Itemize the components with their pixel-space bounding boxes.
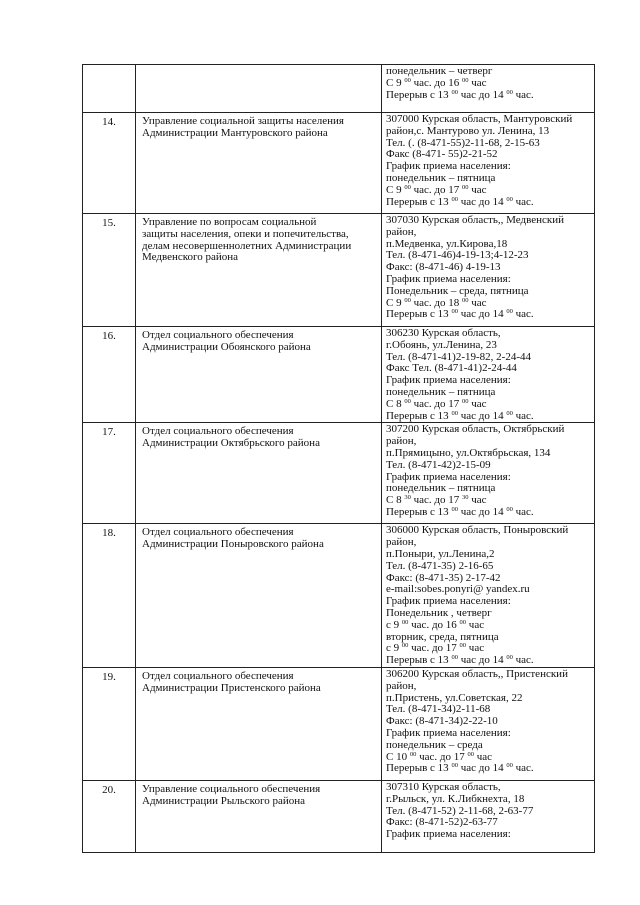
contact-text: Тел. (8-471-34)2-11-68 — [386, 703, 491, 716]
contact-text: час — [474, 750, 493, 763]
row-number: 18. — [83, 524, 136, 668]
contact-info-line — [386, 215, 592, 227]
time-minutes-superscript: 00 — [462, 183, 469, 191]
contact-text: час. до 16 — [410, 76, 462, 89]
contact-text: Понедельник – среда, пятница — [386, 284, 529, 297]
contact-info-cell — [382, 524, 595, 668]
contact-text: г.Обоянь, ул.Ленина, 23 — [386, 338, 497, 351]
contact-info-line — [386, 669, 592, 681]
contact-text: Перерыв с 13 — [386, 195, 452, 208]
institution-name-line: Администрации Обоянского района — [142, 340, 311, 353]
contact-info-line — [386, 411, 592, 423]
contact-text: район, — [386, 536, 417, 549]
time-minutes-superscript: 00 — [451, 654, 458, 662]
contact-text: График приема населения: — [386, 160, 511, 173]
contact-text: Факс: (8-471-34)2-22-10 — [386, 715, 498, 728]
contact-info-cell — [382, 65, 595, 113]
contact-text: час — [466, 642, 485, 655]
contact-text: район, — [386, 435, 417, 448]
contact-text: час. — [512, 505, 534, 518]
contact-info-line — [386, 525, 592, 537]
contact-text: час — [468, 494, 487, 507]
institution-name-cell — [136, 780, 382, 852]
table-row — [83, 327, 595, 423]
contact-text: Перерыв с 13 — [386, 409, 452, 422]
contact-text: п.Поныри, ул.Ленина,2 — [386, 547, 495, 560]
contact-text: Перерыв с 13 — [386, 654, 452, 667]
contact-text: час. до 16 — [408, 618, 460, 631]
contact-text: час. — [512, 654, 534, 667]
offices-table-body — [83, 65, 595, 853]
institution-name-cell — [136, 113, 382, 214]
row-number: 15. — [83, 214, 136, 327]
contact-info-cell — [382, 780, 595, 852]
contact-text: час. до 17 — [416, 750, 468, 763]
institution-name-cell — [136, 667, 382, 780]
contact-text: 306230 Курская область, — [386, 327, 501, 339]
row-number — [83, 65, 136, 113]
institution-name-cell — [136, 65, 382, 113]
contact-text: понедельник – четверг — [386, 65, 493, 77]
contact-info-line — [386, 197, 592, 209]
contact-info-line — [386, 90, 592, 102]
contact-text: График приема населения: — [386, 470, 511, 483]
time-minutes-superscript: 00 — [506, 409, 513, 417]
contact-text: Факс Тел. (8-471-41)2-24-44 — [386, 362, 517, 375]
contact-text: 307200 Курская область, Октябрьский — [386, 423, 565, 436]
table-row — [83, 423, 595, 524]
contact-text: Факс: (8-471-35) 2-17-42 — [386, 571, 501, 584]
institution-name-cell — [136, 524, 382, 668]
contact-text: График приема населения: — [386, 595, 511, 608]
contact-text: 306200 Курская область,, Пристенский — [386, 667, 568, 680]
institution-name-cell — [136, 327, 382, 423]
contact-text: Тел. (8-471-41)2-19-82, 2-24-44 — [386, 350, 531, 363]
contact-text: Тел. (8-471-35) 2-16-65 — [386, 559, 494, 572]
time-minutes-superscript: 30 — [404, 494, 411, 502]
contact-info-line — [386, 424, 592, 436]
contact-text: понедельник – пятница — [386, 171, 496, 184]
contact-text: Понедельник , четверг — [386, 606, 492, 619]
contact-text: час до 14 — [457, 762, 507, 775]
contact-info-line — [386, 763, 592, 775]
time-minutes-superscript: 30 — [462, 494, 469, 502]
time-minutes-superscript: 00 — [506, 654, 513, 662]
contact-text: С 8 — [386, 397, 405, 410]
contact-text: час. — [512, 88, 534, 101]
time-minutes-superscript: 00 — [506, 308, 513, 316]
contact-text: График приема населения: — [386, 272, 511, 285]
contact-text: С 9 — [386, 296, 405, 309]
contact-info-cell — [382, 423, 595, 524]
time-minutes-superscript: 00 — [401, 642, 409, 650]
contact-text: час. — [512, 195, 534, 208]
table-row — [83, 113, 595, 214]
contact-text: Перерыв с 13 — [386, 308, 452, 321]
contact-text: Перерыв с 13 — [386, 762, 452, 775]
contact-text: Перерыв с 13 — [386, 88, 452, 101]
contact-text: п.Прямицыно, ул.Октябрьская, 134 — [386, 446, 551, 459]
contact-text: С 8 — [386, 494, 405, 507]
time-minutes-superscript: 00 — [506, 88, 513, 96]
time-minutes-superscript: 00 — [404, 76, 411, 84]
contact-text: с 9 — [386, 642, 402, 655]
time-minutes-superscript: 00 — [459, 642, 467, 650]
time-minutes-superscript: 00 — [462, 296, 469, 304]
contact-text: С 10 — [386, 750, 410, 763]
contact-text: район, — [386, 225, 417, 238]
contact-text: район,с. Мантурово ул. Ленина, 13 — [386, 124, 550, 137]
contact-text: График приема населения: — [386, 726, 511, 739]
institution-name-line: Администрации Рыльского района — [142, 794, 305, 807]
institution-name-line: Администрации Поныровского района — [142, 538, 324, 551]
contact-text: час — [468, 296, 487, 309]
time-minutes-superscript: 00 — [401, 618, 409, 626]
contact-text: час до 14 — [457, 88, 507, 101]
contact-text: с 9 — [386, 618, 402, 631]
institution-name-line: Управление социальной защиты населения — [142, 115, 344, 127]
contact-text: час — [468, 76, 487, 89]
table-row — [83, 667, 595, 780]
institution-name-line: Отдел социального обеспечения — [142, 669, 294, 682]
institution-name-cell — [136, 423, 382, 524]
table-row — [83, 214, 595, 327]
institution-name-cell — [136, 214, 382, 327]
contact-text: район, — [386, 679, 417, 692]
contact-info-cell — [382, 327, 595, 423]
contact-text: час — [468, 397, 487, 410]
table-row — [83, 65, 595, 113]
contact-text: понедельник – пятница — [386, 482, 496, 495]
contact-info-line — [386, 655, 592, 667]
contact-text: Тел. (. (8-471-55)2-11-68, 2-15-63 — [386, 136, 540, 149]
contact-text: час. до 17 — [408, 642, 460, 655]
contact-text: e-mail:sobes.ponyri@ yandex.ru — [386, 583, 530, 596]
contact-text: час до 14 — [457, 308, 507, 321]
contact-text: понедельник – среда — [386, 738, 483, 751]
time-minutes-superscript: 00 — [404, 296, 411, 304]
time-minutes-superscript: 00 — [467, 750, 474, 758]
institution-name-line: Администрации Мантуровского района — [142, 126, 328, 139]
time-minutes-superscript: 00 — [462, 397, 469, 405]
time-minutes-superscript: 00 — [451, 762, 458, 770]
time-minutes-superscript: 00 — [451, 195, 458, 203]
contact-info-cell — [382, 667, 595, 780]
contact-text: час. до 17 — [410, 494, 462, 507]
institution-name-line: Администрации Пристенского района — [142, 681, 321, 694]
contact-text: Факс (8-471- 55)2-21-52 — [386, 148, 498, 161]
institution-name-line: делам несовершеннолетних Администрации — [142, 239, 352, 252]
contact-text: час — [468, 183, 487, 196]
contact-text: С 9 — [386, 183, 405, 196]
contact-text: График приема населения: — [386, 374, 511, 387]
contact-text: час до 14 — [457, 195, 507, 208]
contact-text: График приема населения: — [386, 828, 511, 841]
contact-text: 307030 Курская область,, Медвенский — [386, 214, 565, 226]
time-minutes-superscript: 00 — [404, 183, 411, 191]
contact-text: п.Медвенка, ул.Кирова,18 — [386, 237, 508, 250]
time-minutes-superscript: 00 — [459, 618, 467, 626]
contact-text: С 9 — [386, 76, 405, 89]
contact-text: час — [466, 618, 485, 631]
contact-text: Тел. (8-471-42)2-15-09 — [386, 458, 491, 471]
contact-text: час. — [512, 762, 534, 775]
row-number: 19. — [83, 667, 136, 780]
time-minutes-superscript: 00 — [451, 308, 458, 316]
contact-text: час. до 18 — [410, 296, 462, 309]
contact-text: Факс: (8-471-52)2-63-77 — [386, 816, 498, 829]
institution-name-line: защиты населения, опеки и попечительства, — [142, 227, 349, 240]
institution-name-line: Управление социального обеспечения — [142, 782, 321, 795]
time-minutes-superscript: 00 — [506, 762, 513, 770]
time-minutes-superscript: 00 — [451, 505, 458, 513]
contact-text: Факс: (8-471-46) 4-19-13 — [386, 261, 501, 274]
table-row — [83, 780, 595, 852]
contact-text: вторник, среда, пятница — [386, 630, 499, 643]
time-minutes-superscript: 00 — [462, 76, 469, 84]
contact-info-line — [386, 829, 592, 841]
contact-text: час до 14 — [457, 654, 507, 667]
institution-name-line: Администрации Октябрьского района — [142, 437, 320, 450]
time-minutes-superscript: 00 — [451, 409, 458, 417]
institution-name-line: Отдел социального обеспечения — [142, 329, 294, 341]
contact-info-line — [386, 309, 592, 321]
time-minutes-superscript: 00 — [506, 505, 513, 513]
row-number: 17. — [83, 423, 136, 524]
contact-text: час. — [512, 409, 534, 422]
time-minutes-superscript: 00 — [409, 750, 417, 758]
contact-text: час. — [512, 308, 534, 321]
contact-text: Перерыв с 13 — [386, 505, 452, 518]
institution-name-line: Медвенского района — [142, 251, 239, 264]
contact-text: час до 14 — [457, 409, 507, 422]
contact-info-cell — [382, 113, 595, 214]
contact-text: Тел. (8-471-52) 2-11-68, 2-63-77 — [386, 804, 534, 817]
row-number: 16. — [83, 327, 136, 423]
contact-info-cell — [382, 214, 595, 327]
contact-text: Тел. (8-471-46)4-19-13;4-12-23 — [386, 249, 529, 262]
contact-text: час. до 17 — [410, 183, 462, 196]
contact-info-line — [386, 507, 592, 519]
contact-text: п.Пристень, ул.Советская, 22 — [386, 691, 523, 704]
contact-text: 306000 Курская область, Поныровский — [386, 524, 569, 537]
contact-text: час. до 17 — [410, 397, 462, 410]
institution-name-line: Отдел социального обеспечения — [142, 425, 294, 438]
contact-text: г.Рыльск, ул. К.Либкнехта, 18 — [386, 792, 525, 805]
offices-table — [82, 64, 595, 853]
row-number: 20. — [83, 780, 136, 852]
contact-text: понедельник – пятница — [386, 385, 496, 398]
time-minutes-superscript: 00 — [404, 397, 411, 405]
contact-text: 307000 Курская область, Мантуровский — [386, 113, 573, 125]
contact-text: час до 14 — [457, 505, 507, 518]
time-minutes-superscript: 00 — [451, 88, 458, 96]
institution-name-line: Управление по вопросам социальной — [142, 216, 317, 228]
institution-name-line: Отдел социального обеспечения — [142, 526, 294, 539]
time-minutes-superscript: 00 — [506, 195, 513, 203]
contact-text: 307310 Курская область, — [386, 780, 501, 793]
table-row — [83, 524, 595, 668]
row-number: 14. — [83, 113, 136, 214]
